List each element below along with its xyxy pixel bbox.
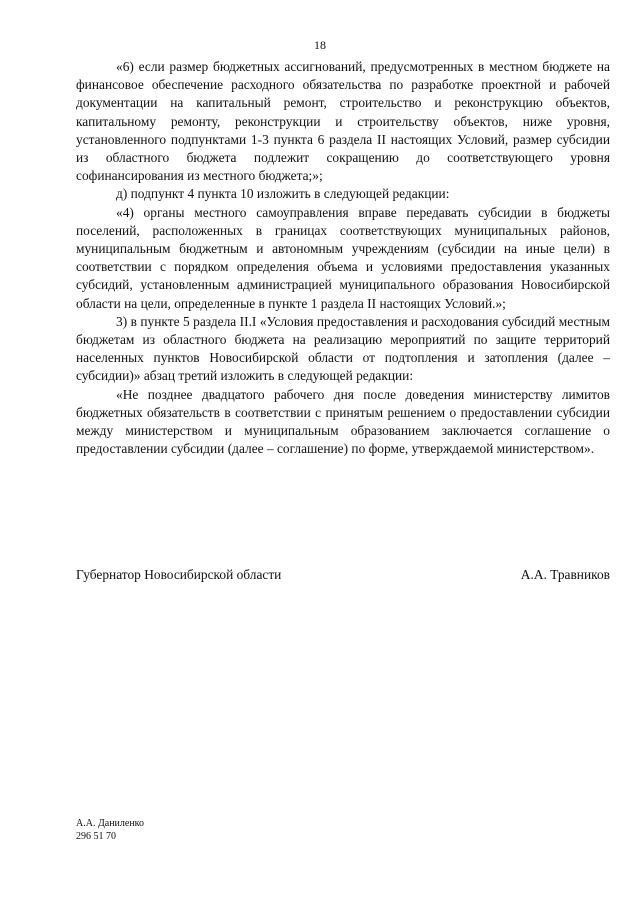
paragraph-quoted-text: «Не позднее двадцатого рабочего дня после доведения министерству лимитов бюджетных обязательств в соответствии с принятым решением о предоставлении субсидии между министерством и муниципальным образованием заключается соглашение о предоставлении субсидии (далее – соглашение) по форме, утверждаемой министерством».: [76, 386, 610, 457]
signature-block: [76, 567, 610, 583]
executor-phone: 296 51 70: [76, 831, 116, 842]
document-body: [76, 58, 610, 458]
signatory-position: Губернатор Новосибирской области: [76, 567, 282, 582]
page-number: 18: [314, 38, 326, 52]
paragraph-item-d: д) подпункт 4 пункта 10 изложить в следующей редакции:: [116, 186, 450, 202]
signatory-name: А.А. Травников: [520, 567, 610, 582]
executor-footer: [76, 817, 144, 843]
paragraph-subsection-4: «4) органы местного самоуправления вправе передавать субсидии в бюджеты поселений, расположенных в границах соответствующих муниципальных районов, муниципальным бюджетным и автономным учреждениям (субсидии на иные цели) в соответствии с порядком определения объема и условиями предоставления указанных субсидий, установленным администрацией муниципального образования Новосибирской области на цели, определенные в пункте 1 раздела II настоящих Условий.»;: [76, 204, 610, 311]
paragraph-subsection-6: «6) если размер бюджетных ассигнований, предусмотренных в местном бюджете на финансовое обеспечение расходного обязательства по разработке проектной и рабочей документации на капитальный ремонт, строительство и реконструкцию объектов, капитальному ремонту, реконструкции и строительству объектов, ниже уровня, установленного подпунктами 1-3 пункта 6 раздела II настоящих Условий, размер субсидии из областного бюджета подлежит сокращению до соответствующего уровня софинансирования из местного бюджета;»;: [76, 59, 610, 184]
paragraph-item-3: 3) в пункте 5 раздела II.I «Условия предоставления и расходования субсидий местным бюджетам из областного бюджета на реализацию мероприятий по защите территорий населенных пунктов Новосибирской области от подтопления и затопления (далее – субсидии)» абзац третий изложить в следующей редакции:: [76, 313, 610, 384]
executor-name: А.А. Даниленко: [76, 818, 145, 829]
